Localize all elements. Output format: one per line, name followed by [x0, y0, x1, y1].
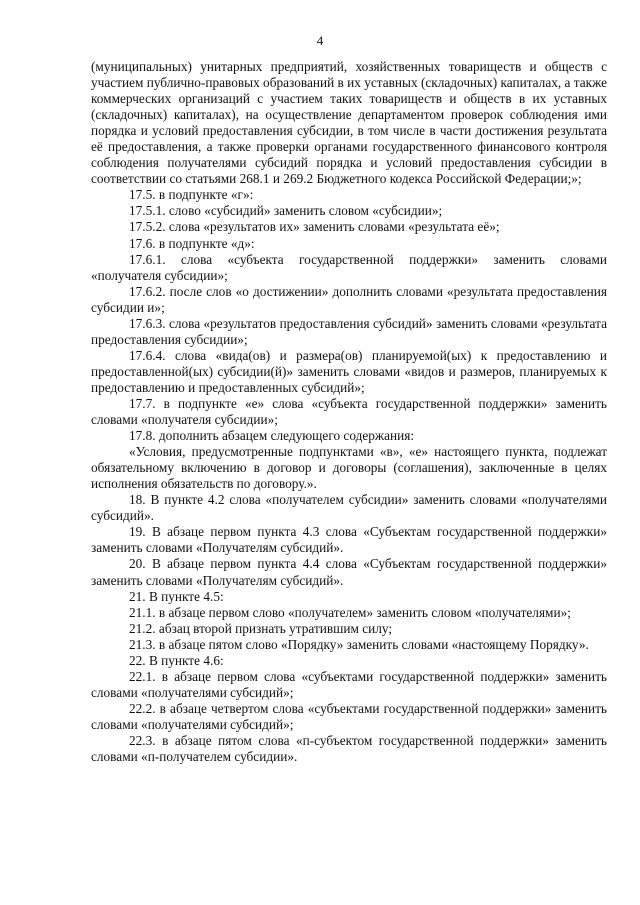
paragraph: 19. В абзаце первом пункта 4.3 слова «Субъектам государственной поддержки» заменить словами «Получателям субсидий».: [91, 524, 607, 556]
paragraph: 22.2. в абзаце четвертом слова «субъектами государственной поддержки» заменить словами «получателями субсидий»;: [91, 700, 607, 732]
paragraph: 18. В пункте 4.2 слова «получателем субсидии» заменить словами «получателями субсидий».: [91, 492, 607, 524]
paragraph: 17.5. в подпункте «г»:: [129, 187, 254, 203]
paragraph: «Условия, предусмотренные подпунктами «в», «е» настоящего пункта, подлежат обязательному включению в договор и договоры (соглашения), заключенные в целях исполнения обязательств по договору.».: [91, 444, 607, 492]
page-number: 4: [316, 33, 324, 48]
paragraph: 21. В пункте 4.5:: [129, 588, 224, 604]
paragraph: (муниципальных) унитарных предприятий, хозяйственных товариществ и обществ с участием публично-правовых образований в их уставных (складочных) капиталах, а также коммерческих организаций с участием таких товариществ и обществ в их уставных (складочных) капиталах), на осуществление департаментом проверок соблюдения ими порядка и условий предоставления субсидии, в том числе в части достижения результата её предоставления, а также проверки органами государственного финансового контроля соблюдения получателями субсидий порядка и условий предоставления субсидии в соответствии со статьями 268.1 и 269.2 Бюджетного кодекса Российской Федерации;»;: [91, 59, 607, 187]
paragraph: 17.6.4. слова «вида(ов) и размера(ов) планируемой(ых) к предоставлению и предоставленной(ых) субсидии(й)» заменить словами «видов и размеров, планируемых к предоставлению и предоставленных субсидий»;: [91, 347, 607, 395]
paragraph: 22. В пункте 4.6:: [129, 652, 224, 668]
paragraph: 17.6.1. слова «субъекта государственной поддержки» заменить словами «получателя субсидии»;: [91, 251, 607, 283]
paragraph: 22.3. в абзаце пятом слова «п-субъектом государственной поддержки» заменить словами «п-получателем субсидии».: [91, 732, 607, 765]
paragraph: 21.1. в абзаце первом слово «получателем» заменить словом «получателями»;: [129, 604, 571, 620]
paragraph: 17.7. в подпункте «е» слова «субъекта государственной поддержки» заменить словами «получателя субсидии»;: [91, 395, 607, 428]
paragraph: 21.3. в абзаце пятом слово «Порядку» заменить словами «настоящему Порядку».: [129, 636, 589, 652]
paragraph: 17.6. в подпункте «д»:: [129, 235, 255, 251]
paragraph: 20. В абзаце первом пункта 4.4 слова «Субъектам государственной поддержки» заменить словами «Получателям субсидий».: [91, 556, 607, 588]
paragraph: 21.2. абзац второй признать утратившим силу;: [129, 620, 393, 636]
paragraph: 22.1. в абзаце первом слова «субъектами государственной поддержки» заменить словами «получателями субсидий»;: [91, 668, 607, 700]
paragraph: 17.6.3. слова «результатов предоставления субсидий» заменить словами «результата предоставления субсидии»;: [91, 315, 607, 347]
paragraph: 17.6.2. после слов «о достижении» дополнить словами «результата предоставления субсидии и»;: [91, 283, 607, 315]
paragraph: 17.5.1. слово «субсидий» заменить словом «субсидии»;: [129, 203, 443, 219]
paragraph: 17.5.2. слова «результатов их» заменить словами «результата её»;: [129, 219, 500, 235]
paragraph: 17.8. дополнить абзацем следующего содержания:: [129, 428, 415, 444]
document-body: [91, 59, 607, 765]
